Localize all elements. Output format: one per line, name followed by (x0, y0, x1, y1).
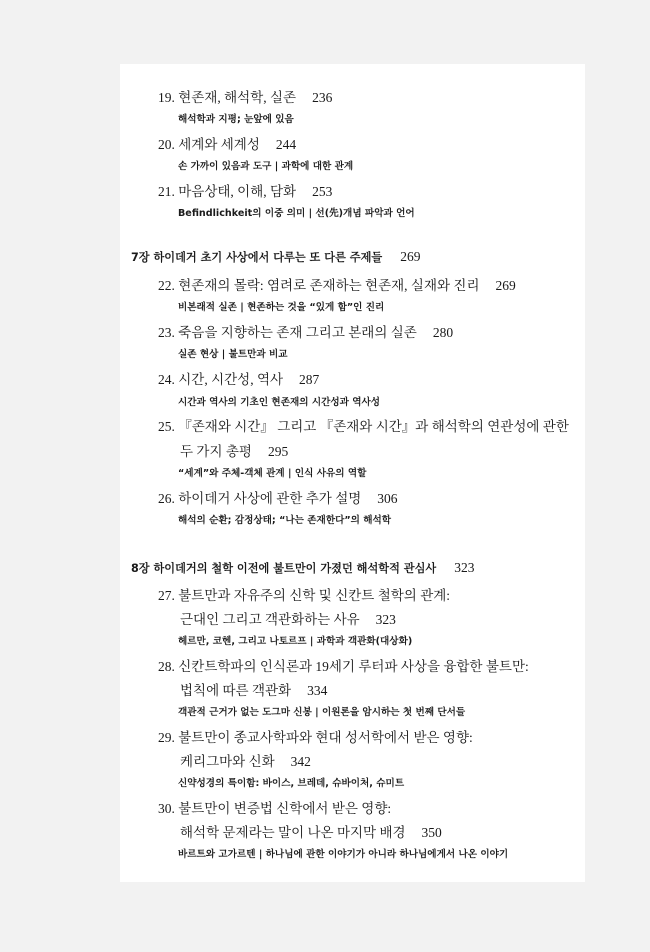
chapter-title: 7장 하이데거 초기 사상에서 다루는 또 다른 주제들 (131, 251, 383, 264)
toc-entry-23[interactable] (158, 321, 453, 341)
chapter-title: 8장 하이데거의 철학 이전에 불트만이 가졌던 해석학적 관심사 (131, 562, 437, 575)
page-number: 334 (307, 683, 328, 698)
entry-title: 25. 『존재와 시간』 그리고 『존재와 시간』과 해석학의 연관성에 관한 (158, 419, 569, 434)
page-number: 323 (454, 560, 475, 575)
entry-title: 두 가지 총평 (180, 444, 252, 459)
page-number: 295 (267, 444, 289, 459)
entry-subtopics: 비본래적 실존 | 현존하는 것을 “있게 함”인 진리 (178, 302, 385, 313)
entry-title: 22. 현존재의 몰락: 염려로 존재하는 현존재, 실재와 진리 (158, 278, 480, 293)
entry-subtopics: “세계”와 주체-객체 관계 | 인식 사유의 역할 (178, 468, 367, 479)
toc-entry-28[interactable] (158, 655, 529, 675)
entry-title: 법칙에 따른 객관화 (180, 683, 292, 698)
book-page (120, 64, 585, 882)
entry-title: 27. 불트만과 자유주의 신학 및 신칸트 철학의 관계: (158, 588, 451, 603)
entry-title: 29. 불트만이 종교사학파와 현대 성서학에서 받은 영향: (158, 730, 473, 745)
entry-subtopics: 실존 현상 | 불트만과 비교 (178, 349, 288, 360)
toc-entry-25-continued[interactable] (180, 440, 288, 460)
page-number: 323 (375, 612, 396, 627)
page-number: 306 (377, 491, 398, 506)
toc-entry-25[interactable] (158, 415, 569, 435)
entry-title: 23. 죽음을 지향하는 존재 그리고 본래의 실존 (158, 325, 417, 340)
toc-entry-30-continued[interactable] (180, 821, 442, 841)
entry-title: 28. 신칸트학파의 인식론과 19세기 루터파 사상을 융합한 불트만: (158, 659, 529, 674)
chapter-7-heading[interactable] (131, 249, 420, 265)
entry-subtopics: 객관적 근거가 없는 도그마 신봉 | 이원론을 암시하는 첫 번째 단서들 (178, 707, 466, 718)
toc-entry-20[interactable] (158, 133, 296, 153)
entry-title: 케리그마와 신화 (180, 754, 275, 769)
chapter-8-heading[interactable] (131, 560, 474, 576)
page-number: 350 (421, 825, 442, 840)
toc-entry-24[interactable] (158, 368, 319, 388)
page-number: 236 (312, 90, 333, 105)
entry-subtopics: Befindlichkeit의 이중 의미 | 선(先)개념 파악과 언어 (178, 208, 415, 219)
entry-title: 근대인 그리고 객관화하는 사유 (180, 612, 360, 627)
page-number: 244 (275, 137, 297, 152)
entry-subtopics: 시간과 역사의 기초인 현존재의 시간성과 역사성 (178, 397, 381, 408)
page-number: 269 (495, 278, 516, 293)
toc-entry-28-continued[interactable] (180, 679, 327, 699)
entry-subtopics: 해석의 순환; 감정상태; “나는 존재한다”의 해석학 (178, 515, 392, 526)
entry-subtopics: 신약성경의 특이함: 바이스, 브레데, 슈바이처, 슈미트 (178, 778, 405, 789)
entry-subtopics: 해석학과 지평; 눈앞에 있음 (178, 114, 294, 125)
page-number: 253 (312, 184, 333, 199)
toc-entry-29-continued[interactable] (180, 750, 311, 770)
page-number: 280 (432, 325, 454, 340)
entry-title: 19. 현존재, 해석학, 실존 (158, 90, 297, 105)
toc-entry-29[interactable] (158, 726, 473, 746)
entry-title: 해석학 문제라는 말이 나온 마지막 배경 (180, 825, 406, 840)
entry-subtopics: 헤르만, 코헨, 그리고 나토르프 | 과학과 객관화(대상화) (178, 636, 413, 647)
page-number: 287 (299, 372, 320, 387)
toc-entry-30[interactable] (158, 797, 391, 817)
toc-entry-21[interactable] (158, 180, 332, 200)
toc-entry-22[interactable] (158, 274, 516, 294)
toc-entry-27[interactable] (158, 584, 450, 604)
entry-subtopics: 손 가까이 있음과 도구 | 과학에 대한 관계 (178, 161, 354, 172)
toc-entry-26[interactable] (158, 487, 398, 507)
toc-entry-19[interactable] (158, 86, 332, 106)
entry-title: 30. 불트만이 변증법 신학에서 받은 영향: (158, 801, 392, 816)
entry-subtopics: 바르트와 고가르텐 | 하나님에 관한 이야기가 아니라 하나님에게서 나온 이야기 (178, 849, 509, 860)
entry-title: 26. 하이데거 사상에 관한 추가 설명 (158, 491, 362, 506)
toc-entry-27-continued[interactable] (180, 608, 396, 628)
page-number: 269 (400, 249, 421, 264)
page-number: 342 (290, 754, 311, 769)
entry-title: 20. 세계와 세계성 (158, 137, 260, 152)
entry-title: 21. 마음상태, 이해, 담화 (158, 184, 297, 199)
entry-title: 24. 시간, 시간성, 역사 (158, 372, 284, 387)
